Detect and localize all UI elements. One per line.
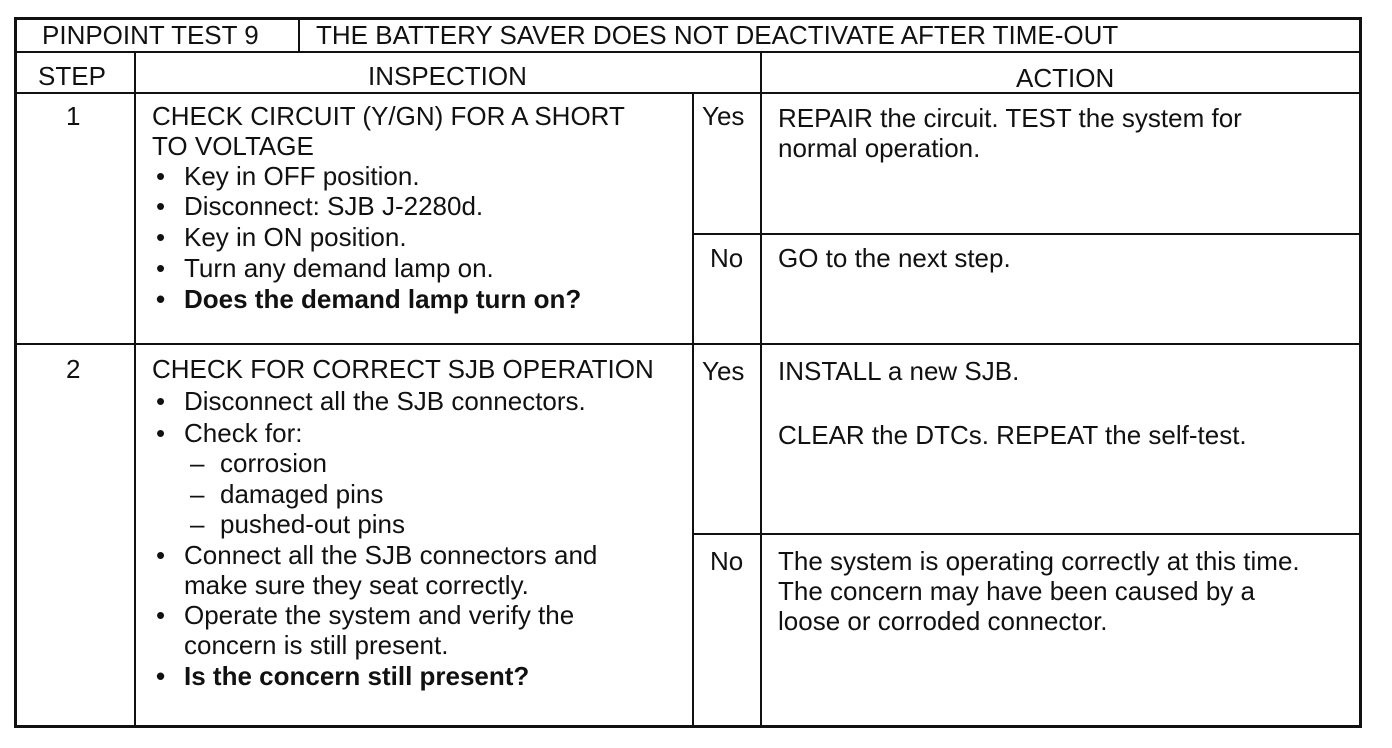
- bullet-icon: •: [156, 161, 166, 191]
- column-header-divider: [14, 92, 1362, 94]
- bullet-icon: •: [156, 661, 166, 691]
- inspection-item: Key in ON position.: [184, 222, 407, 252]
- inspection-item: Key in OFF position.: [184, 161, 420, 191]
- yes-label: Yes: [702, 356, 745, 386]
- dash-icon: –: [190, 479, 205, 509]
- bullet-icon: •: [156, 284, 166, 314]
- action-text: REPAIR the circuit. TEST the system for: [778, 103, 1242, 133]
- column-header-inspection: INSPECTION: [368, 61, 527, 91]
- inspection-item: make sure they seat correctly.: [184, 570, 529, 600]
- table-border-bottom: [14, 725, 1362, 728]
- inspection-item: concern is still present.: [184, 630, 449, 660]
- bullet-icon: •: [156, 386, 166, 416]
- inspection-question: Is the concern still present?: [184, 661, 530, 691]
- inspection-subitem: pushed-out pins: [220, 509, 406, 539]
- action-text: GO to the next step.: [778, 243, 1011, 273]
- action-text: INSTALL a new SJB.: [778, 356, 1020, 386]
- action-text: The system is operating correctly at this time.: [778, 546, 1300, 576]
- bullet-icon: •: [156, 253, 166, 283]
- test-title: THE BATTERY SAVER DOES NOT DEACTIVATE AFTER TIME-OUT: [316, 20, 1119, 50]
- inspection-heading: CHECK FOR CORRECT SJB OPERATION: [152, 354, 654, 384]
- bullet-icon: •: [156, 418, 166, 448]
- inspection-heading: CHECK CIRCUIT (Y/GN) FOR A SHORT: [152, 101, 625, 131]
- inspection-item: Check for:: [184, 418, 303, 448]
- bullet-icon: •: [156, 191, 166, 221]
- action-text: loose or corroded connector.: [778, 606, 1108, 636]
- inspection-column-separator: [692, 93, 694, 727]
- header-title-separator: [298, 17, 300, 52]
- yes-label: Yes: [702, 101, 745, 131]
- action-column-separator: [760, 52, 762, 727]
- action-text: The concern may have been caused by a: [778, 576, 1255, 606]
- action-text: normal operation.: [778, 133, 981, 163]
- dash-icon: –: [190, 448, 205, 478]
- inspection-item: Connect all the SJB connectors and: [184, 540, 598, 570]
- row1-yes-no-divider: [692, 233, 1362, 235]
- bullet-icon: •: [156, 600, 166, 630]
- no-label: No: [710, 243, 744, 273]
- header-divider: [14, 51, 1362, 53]
- table-border-left: [14, 17, 17, 728]
- inspection-item: Turn any demand lamp on.: [184, 253, 494, 283]
- step-column-separator: [134, 52, 136, 727]
- inspection-subitem: corrosion: [220, 448, 327, 478]
- row-divider: [14, 343, 1362, 345]
- step-number: 2: [66, 354, 81, 384]
- inspection-item: Disconnect: SJB J-2280d.: [184, 191, 484, 221]
- inspection-item: Operate the system and verify the: [184, 600, 575, 630]
- table-border-right: [1359, 17, 1362, 728]
- inspection-item: Disconnect all the SJB connectors.: [184, 386, 586, 416]
- no-label: No: [710, 546, 744, 576]
- column-header-action: ACTION: [1016, 63, 1115, 93]
- action-text: CLEAR the DTCs. REPEAT the self-test.: [778, 420, 1247, 450]
- inspection-question: Does the demand lamp turn on?: [184, 284, 582, 314]
- dash-icon: –: [190, 509, 205, 539]
- inspection-heading: TO VOLTAGE: [152, 131, 314, 161]
- bullet-icon: •: [156, 222, 166, 252]
- inspection-subitem: damaged pins: [220, 479, 384, 509]
- row2-yes-no-divider: [692, 533, 1362, 535]
- bullet-icon: •: [156, 540, 166, 570]
- step-number: 1: [66, 101, 81, 131]
- column-header-step: STEP: [38, 61, 106, 91]
- test-id: PINPOINT TEST 9: [42, 20, 259, 50]
